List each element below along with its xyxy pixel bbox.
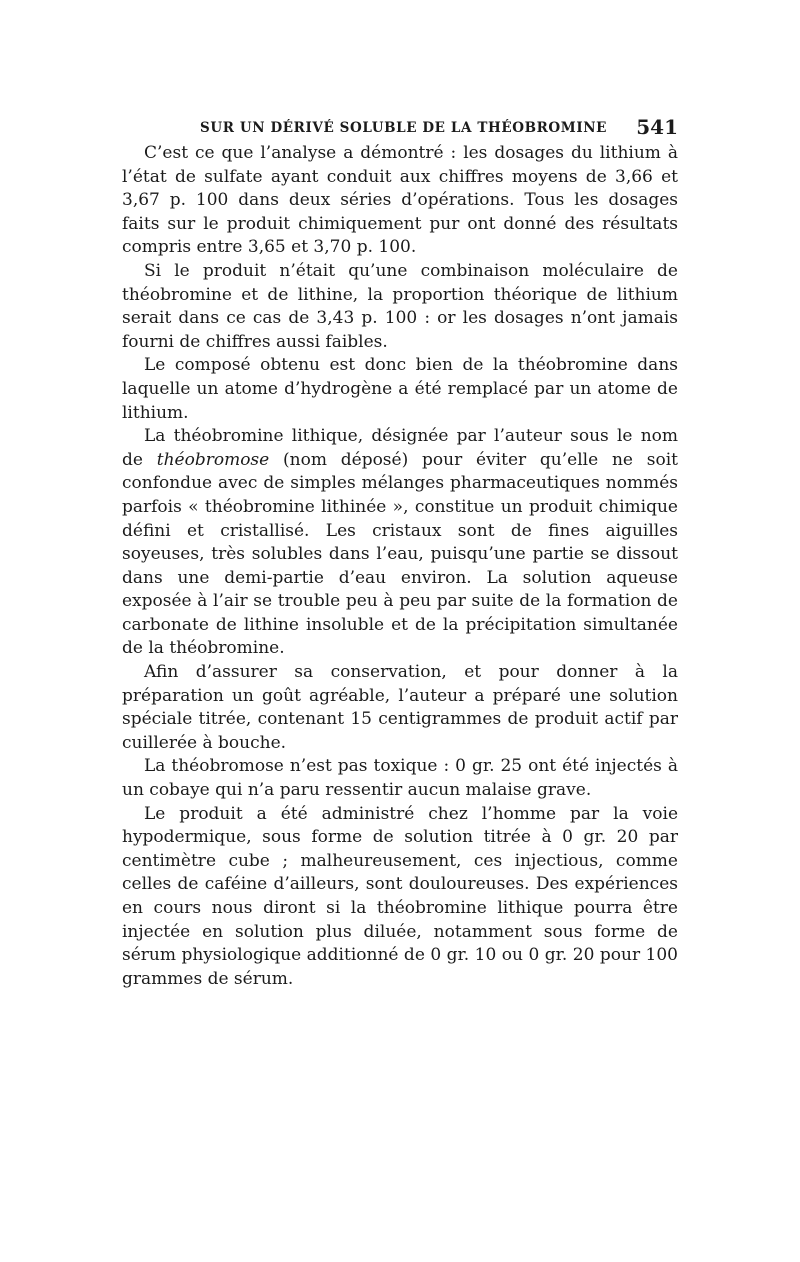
running-title: SUR UN DÉRIVÉ SOLUBLE DE LA THÉOBROMINE	[200, 120, 608, 136]
paragraph-molecular-combination: Si le produit n’était qu’une combinaison moléculaire de théobromine et de lithine, la proportion théorique de lithium serait dans ce cas de 3,43 p. 100 : or les dosages n’ont jamais fourni de chiffres aussi faibles.	[122, 260, 678, 352]
paragraph-toxicity: La théobromose n’est pas toxique : 0 gr. 25 ont été injectés à un cobaye qui n’a paru ressentir aucun malaise grave.	[122, 756, 678, 801]
page-number: 541	[636, 115, 678, 139]
paragraph-preparation: Afin d’assurer sa conservation, et pour donner à la préparation un goût agréable, l’auteur a préparé une solution spéciale titrée, contenant 15 centigrammes de produit actif par cuillerée à bouche.	[122, 662, 678, 753]
paragraph-text-end: (nom déposé) pour éviter qu’elle ne soit confondue avec de simples mélanges pharmaceutiques nommés parfois « théobromine lithinée », constitue un produit chimique défini et cristallisé. Les cristaux sont de fines aiguilles soyeuses, très solubles dans l’eau, puisqu’une partie se dissout dans une demi-partie d’eau environ. La solution aqueuse exposée à l’air se trouble peu à peu par suite de la formation de carbonate de lithine insoluble et de la précipitation simultanée de la théobromine.	[122, 449, 678, 659]
running-head	[122, 112, 678, 142]
body-text	[122, 142, 678, 991]
paragraph-theobromose-description	[122, 425, 678, 661]
paragraph-administration: Le produit a été administré chez l’homme par la voie hypodermique, sous forme de solution titrée à 0 gr. 20 par centimètre cube ; malheureusement, ces injectious, comme celles de caféine d’ailleurs, sont douloureuses. Des expériences en cours nous diront si la théobromine lithique pourra être injectée en solution plus diluée, notamment sous forme de sérum physiologique additionné de 0 gr. 10 ou 0 gr. 20 pour 100 grammes de sérum.	[122, 803, 678, 989]
paragraph-text-start: La théobromine lithique, désignée par l’auteur sous le nom de	[122, 426, 678, 470]
paragraph-compound-conclusion: Le composé obtenu est donc bien de la théobromine dans laquelle un atome d’hydrogène a été remplacé par un atome de lithium.	[122, 355, 678, 423]
book-page	[122, 112, 678, 991]
italic-term-theobromose: théobromose	[156, 449, 270, 470]
paragraph-lithium-assay: C’est ce que l’analyse a démontré : les dosages du lithium à l’état de sulfate ayant conduit aux chiffres moyens de 3,66 et 3,67 p. 100 dans deux séries d’opérations. Tous les dosages faits sur le produit chimiquement pur ont donné des résultats compris entre 3,65 et 3,70 p. 100.	[122, 143, 678, 258]
